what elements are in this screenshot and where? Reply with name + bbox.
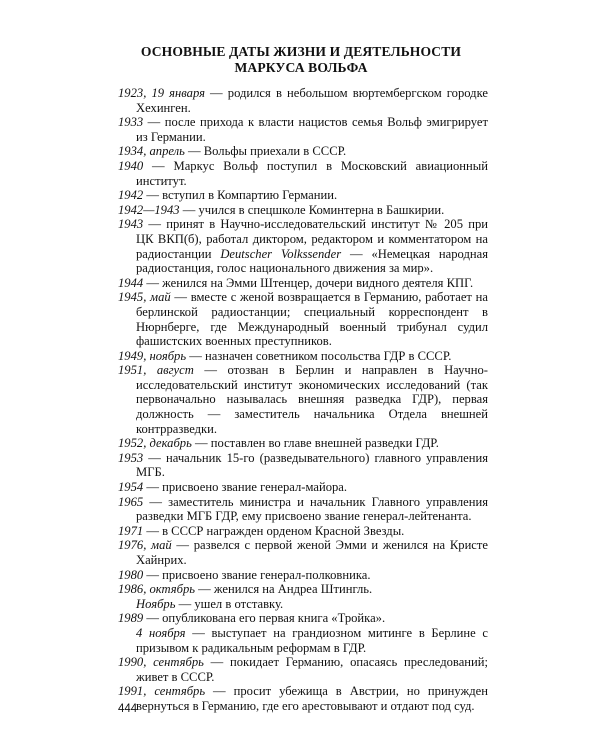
entry-date: 1943 — [118, 217, 144, 232]
entry-text: — отозван в Берлин и направлен в Научно-исследовательский институт экономических исследований (так первоначально называлась внешняя разведка ГДР), первая должность — заместитель начальника Отдела внешней контрразведки. — [136, 363, 488, 436]
entry-text: — выступает на грандиозном митинге в Берлине с призывом к радикальным реформам в ГДР. — [136, 625, 489, 655]
chronology-entry — [118, 290, 488, 348]
entry-date: 1953 — [118, 450, 144, 465]
entry-date: 1951, август — [118, 363, 194, 378]
chronology-entry — [118, 217, 488, 275]
entry-date: 1976, май — [118, 538, 172, 553]
entry-date: 1934, апрель — [118, 144, 185, 159]
page-title — [118, 44, 484, 76]
chronology-entry — [118, 159, 488, 188]
chronology-entry — [118, 582, 488, 597]
entry-date: 1989 — [118, 611, 144, 626]
entry-text: — поставлен во главе внешней разведки ГДР. — [191, 436, 439, 451]
entry-date: 1965 — [118, 494, 144, 509]
chronology-entry — [118, 524, 488, 539]
entry-date: 1971 — [118, 523, 144, 538]
entry-text: — Маркус Вольф поступил в Московский авиационный институт. — [136, 158, 488, 188]
chronology-entry — [118, 626, 488, 655]
chronology-entry — [118, 451, 488, 480]
entry-date: 1940 — [118, 158, 144, 173]
entry-text: — ушел в отставку. — [175, 596, 284, 611]
entry-text: — Вольфы приехали в СССР. — [184, 144, 347, 159]
entry-text: — родился в небольшом вюртембергском городке Хехинген. — [136, 86, 488, 115]
entry-date: 4 ноября — [136, 625, 186, 640]
entry-date: 1923, 19 января — [118, 86, 205, 100]
entry-text: — заместитель министра и начальник Главного управления разведки МГБ ГДР, ему присвоено звание генерал-лейтенанта. — [136, 494, 488, 524]
entry-date: 1954 — [118, 480, 144, 495]
entry-date: 1944 — [118, 275, 144, 290]
entry-text: — начальник 15-го (разведывательного) главного управления МГБ. — [136, 450, 488, 480]
chronology-entry — [118, 655, 488, 684]
chronology-entry — [118, 495, 488, 524]
chronology-entry — [118, 188, 488, 203]
chronology-entry — [118, 203, 488, 218]
chronology-entry — [118, 144, 488, 159]
entry-date: Ноябрь — [136, 596, 176, 611]
title-line-2: МАРКУСА ВОЛЬФА — [234, 60, 368, 75]
entry-text: — назначен советником посольства ГДР в СССР. — [186, 348, 452, 363]
chronology-entry — [118, 115, 488, 144]
entry-emphasis: Deutscher Volkssender — [220, 246, 342, 261]
entry-date: 1990, сентябрь — [118, 655, 204, 670]
entry-text: — развелся с первой женой Эмми и женился на Кристе Хайнрих. — [136, 538, 488, 567]
entry-date: 1942 — [118, 188, 144, 203]
chronology-entry — [118, 480, 488, 495]
chronology-entry — [118, 611, 488, 626]
chronology-entry — [118, 597, 488, 612]
entry-date: 1933 — [118, 115, 144, 130]
chronology-entry — [118, 538, 488, 567]
entry-text: — просит убежища в Австрии, но принужден вернуться в Германию, где его арестовывают и отдают под суд. — [136, 684, 488, 713]
title-line-1: ОСНОВНЫЕ ДАТЫ ЖИЗНИ И ДЕЯТЕЛЬНОСТИ — [140, 44, 462, 59]
chronology-entry — [118, 276, 488, 291]
entry-text: — в СССР награжден орденом Красной Звезды. — [143, 523, 405, 538]
chronology-entry — [118, 568, 488, 583]
entry-text: — принят в Научно-исследовательский институт № 205 при ЦК ВКП(б), работал диктором, редактором и комментатором на радиостанции — [136, 217, 488, 261]
entry-text: — женился на Андреа Штингль. — [194, 582, 373, 597]
entry-date: 1986, октябрь — [118, 582, 195, 597]
entry-text: — вместе с женой возвращается в Германию, работает на берлинской радиостанции; специальный корреспондент в Нюрнберге, где Международный военный трибунал судил фашистских военных преступников. — [136, 290, 488, 349]
chronology-list — [118, 86, 488, 714]
entry-text: — после прихода к власти нацистов семья Вольф эмигрирует из Германии. — [136, 115, 488, 144]
entry-date: 1942—1943 — [118, 202, 180, 217]
entry-text-continued: — «Немецкая народная радиостанция, голос национального движения за мир». — [136, 246, 488, 276]
chronology-entry — [118, 363, 488, 436]
chronology-entry — [118, 436, 488, 451]
entry-text: — женился на Эмми Штенцер, дочери видного деятеля КПГ. — [143, 275, 474, 290]
entry-date: 1991, сентябрь — [118, 684, 206, 699]
chronology-entry — [118, 349, 488, 364]
entry-text: — присвоено звание генерал-полковника. — [143, 567, 371, 582]
entry-date: 1980 — [118, 567, 144, 582]
entry-text: — опубликована его первая книга «Тройка». — [143, 611, 386, 626]
page-number: 444 — [118, 703, 138, 715]
entry-text: — покидает Германию, опасаясь преследований; живет в СССР. — [136, 655, 488, 684]
entry-date: 1945, май — [118, 290, 171, 305]
entry-date: 1949, ноябрь — [118, 348, 187, 363]
entry-date: 1952, декабрь — [118, 436, 192, 451]
entry-text: — учился в спецшколе Коминтерна в Башкирии. — [179, 202, 445, 217]
chronology-entry — [118, 86, 488, 115]
entry-text: — вступил в Компартию Германии. — [143, 188, 338, 203]
chronology-entry — [118, 684, 488, 713]
entry-text: — присвоено звание генерал-майора. — [143, 480, 348, 495]
